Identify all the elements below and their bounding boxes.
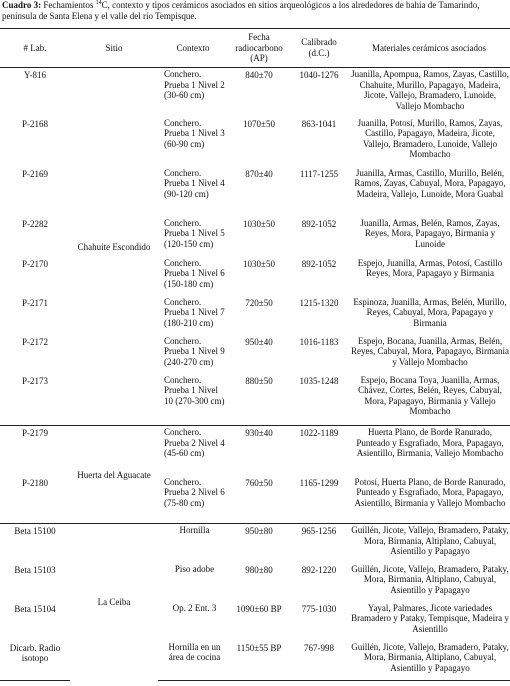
lab-cell: Beta 15103 <box>14 564 56 575</box>
date-cell: 760±50 <box>245 477 273 488</box>
materials-cell: Juanilla, Armas, Belén, Ramos, Zayas, Reyes, Mora, Papagayo, Birmania y Lunoide <box>360 217 500 249</box>
calibrated-cell: 1215-1320 <box>299 297 339 308</box>
header-calibrado: Calibrado (d.C.) <box>290 29 348 68</box>
lab-cell: Beta 15104 <box>14 603 56 614</box>
context-cell: Conchero. Prueba 1 Nivel 4 (90-120 cm) <box>164 167 225 199</box>
context-cell: Conchero. Prueba 1 Nivel 7 (180-210 cm) <box>164 296 225 328</box>
materials-cell: Yayal, Palmares, Jicote variedades Bramadero y Pataky, Tempisque, Madeira y Asientillo <box>351 602 509 634</box>
calibrated-cell: 1022-1189 <box>290 426 348 476</box>
lab-cell: P-2180 <box>21 477 48 488</box>
lab-cell: Y-816 <box>24 70 46 80</box>
table-caption <box>0 0 510 22</box>
context-cell: Piso adobe <box>174 563 215 574</box>
materials-cell: Guillén, Jicote, Vallejo, Bramadero, Pataky, Mora, Birmania, Altiplano, Cabuyal, Asientillo y Papagayo <box>351 563 509 595</box>
header-materiales: Materiales cerámicos asociados <box>348 29 510 68</box>
table-row <box>0 524 510 563</box>
context-cell: Conchero. Prueba 1 Nivel 2 (30-60 cm) <box>164 69 225 101</box>
date-cell: 720±50 <box>245 297 273 308</box>
context-cell: Op. 2 Ent. 3 <box>172 602 217 613</box>
header-contexto: Contexto <box>158 29 228 68</box>
calibrated-cell: 1165-1299 <box>299 477 339 488</box>
materials-cell: Juanilla, Potosí, Murillo, Ramos, Zayas, Castillo, Papagayo, Madeira, Jicote, Vallejo, Bramadero, Lunoide, Vallejo Mombacho <box>357 117 503 160</box>
date-cell: 840±70 <box>245 70 273 80</box>
context-cell: Conchero. Prueba 2 Nivel 6 (75-80 cm) <box>164 476 225 508</box>
date-cell: 950±40 <box>245 336 273 347</box>
calibrated-cell: 1016-1183 <box>299 336 339 347</box>
site-cell-chahuite: Chahuite Escondido <box>77 241 151 252</box>
site-cell-ceiba: La Ceiba <box>70 524 158 681</box>
table-row <box>0 68 510 117</box>
caption-text-2: C, contexto y tipos cerámicos asociados en sitios arqueológicos a los alrededores de bahía de Tamarindo, península de Santa Elena y el valle del río Tempisque. <box>2 0 480 21</box>
calibrated-cell: 892-1220 <box>301 564 337 575</box>
context-cell: Hornilla en un área de cocina <box>158 641 228 681</box>
context-cell: Conchero. Prueba 1 Nivel 5 (120-150 cm) <box>164 217 225 249</box>
header-fecha: Fecha radiocarbono (AP) <box>228 29 290 68</box>
lab-cell: Dicarb. Radio isotopo <box>0 641 70 681</box>
header-lab: # Lab. <box>0 29 70 68</box>
context-cell: Conchero. Prueba 1 Nivel 3 (60-90 cm) <box>164 117 225 149</box>
header-sitio: Sitio <box>70 29 158 68</box>
site-cell-huerta: Huerta del Aguacate <box>70 426 158 524</box>
materials-cell: Guillén, Jicote, Vallejo, Bramadero, Pataky, Mora, Birmania, Altiplano, Cabuyal, Asientillo y Papagayo <box>348 524 510 563</box>
radiocarbon-table <box>0 28 510 681</box>
date-cell: 1030±50 <box>243 258 275 269</box>
materials-cell: Espejo, Juanilla, Armas, Potosí, Castillo Reyes, Mora, Papagayo y Birmania <box>357 257 503 279</box>
context-cell: Hornilla <box>158 524 228 563</box>
lab-cell: P-2173 <box>21 375 48 386</box>
calibrated-cell: 775-1030 <box>301 603 337 614</box>
materials-cell: Juanilla, Armas, Castillo, Murillo, Belén, Ramos, Zayas, Cabuyal, Mora, Papagayo, Madeira, Vallejo, Lunoide, Mora Guabal <box>354 167 506 199</box>
date-cell: 1030±50 <box>243 218 275 229</box>
date-cell: 930±40 <box>228 426 290 476</box>
date-cell: 1150±55 BP <box>228 641 290 681</box>
context-cell: Conchero. Prueba 1 Nivel 6 (150-180 cm) <box>164 257 225 289</box>
calibrated-cell: 1117-1255 <box>299 168 339 179</box>
calibrated-cell: 965-1256 <box>290 524 348 563</box>
header-row <box>0 29 510 68</box>
materials-cell: Espejo, Bocana Toya, Juanilla, Armas, Chávez, Cortes, Belén, Reyes, Cabuyal, Mora, Papagayo, Birmania y Vallejo Mombacho <box>358 374 502 417</box>
context-cell: Conchero. Prueba 2 Nivel 4 (45-60 cm) <box>158 426 228 476</box>
materials-cell: Espejo, Bocana, Juanilla, Armas, Belén, Reyes, Cabuyal, Mora, Papagayo, Birmania y Vallejo Mombacho <box>351 335 509 367</box>
lab-cell: P-2172 <box>21 336 48 347</box>
materials-cell: Huerta Plano, de Borde Ranurado, Punteado y Esgrafiado, Mora, Papagayo, Asientillo, Birmania, Vallejo Mombacho <box>348 426 510 476</box>
lab-cell: P-2168 <box>21 118 48 129</box>
context-cell: Conchero. Prueba 1 Nivel 9 (240-270 cm) <box>164 335 225 367</box>
materials-cell: Juanilla, Apompua, Ramos, Zayas, Castillo, Chahuite, Murillo, Papagayo, Madeira, Jicote, Vallejo, Bramadero, Lunoide, Vallejo Mombacho <box>351 69 509 111</box>
calibrated-cell: 863-1041 <box>301 118 337 129</box>
caption-superscript: 14 <box>95 0 102 6</box>
materials-cell: Espinoza, Juanilla, Armas, Belén, Murillo, Reyes, Cabuyal, Mora, Papagayo y Birmania <box>353 296 507 328</box>
materials-cell: Guillén, Jicote, Vallejo, Bramadero, Pataky, Mora, Birmania, Altiplano, Cabuyal, Asientillo y Papagayo <box>348 641 510 681</box>
context-cell: Conchero. Prueba 1 Nivel 10 (270-300 cm) <box>164 374 225 406</box>
lab-cell: P-2169 <box>21 168 48 179</box>
calibrated-cell: 892-1052 <box>301 258 337 269</box>
date-cell: 880±50 <box>245 375 273 386</box>
lab-cell: P-2179 <box>0 426 70 476</box>
lab-cell: P-2171 <box>21 297 48 308</box>
date-cell: 870±40 <box>245 168 273 179</box>
date-cell: 950±80 <box>228 524 290 563</box>
materials-cell: Potosí, Huerta Plano, de Borde Ranurado, Punteado y Esgrafiado, Mora, Papagayo, Asientillo, Birmania y Vallejo Mombacho <box>354 476 506 508</box>
caption-label: Cuadro 3: <box>2 0 42 10</box>
caption-text-1: Fechamientos <box>41 0 96 10</box>
calibrated-cell: 767-998 <box>290 641 348 681</box>
calibrated-cell: 1035-1248 <box>299 375 339 386</box>
date-cell: 980±80 <box>245 564 273 575</box>
lab-cell: P-2170 <box>21 258 48 269</box>
calibrated-cell: 1040-1276 <box>299 70 339 80</box>
date-cell: 1090±60 BP <box>236 603 282 614</box>
lab-cell: P-2282 <box>21 218 48 229</box>
lab-cell: Beta 15100 <box>0 524 70 563</box>
calibrated-cell: 892-1052 <box>301 218 337 229</box>
table-row <box>0 426 510 476</box>
date-cell: 1070±50 <box>243 118 275 129</box>
